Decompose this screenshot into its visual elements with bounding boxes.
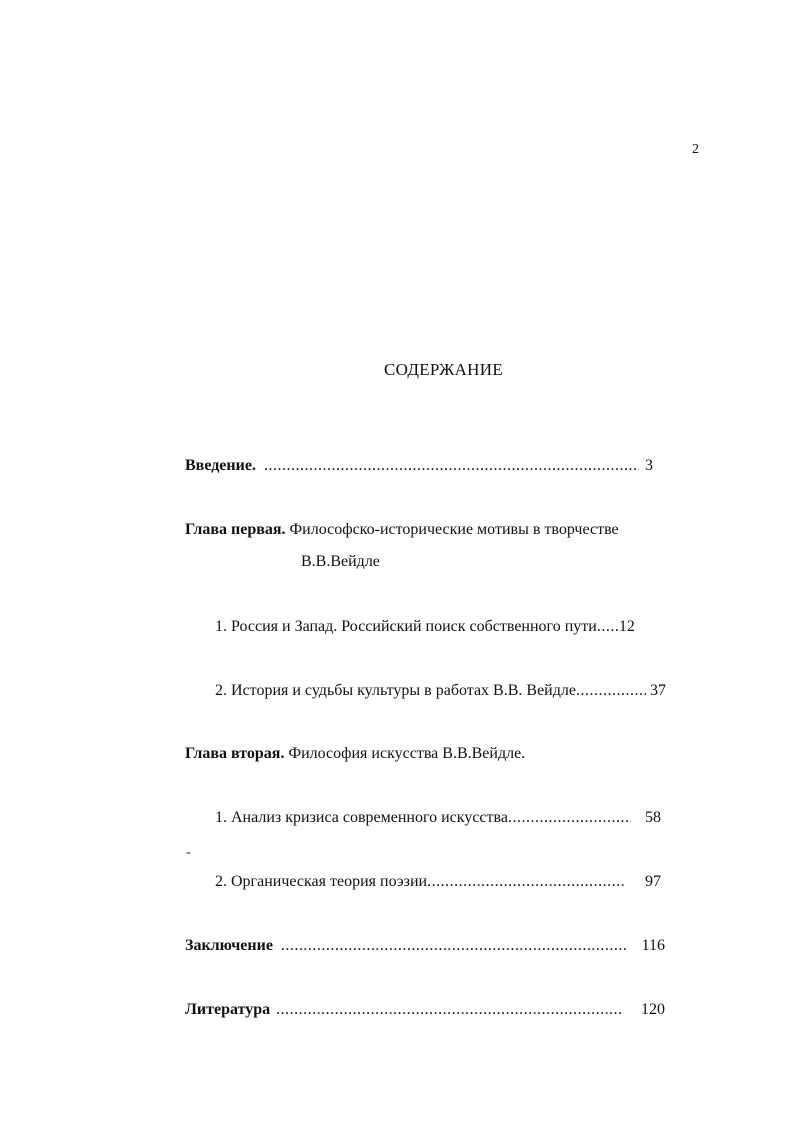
toc-ch2-s2-text: 2. Органическая теория поэзии bbox=[215, 873, 428, 890]
toc-entry-intro bbox=[185, 457, 653, 475]
toc-entry-literature bbox=[185, 1001, 665, 1019]
toc-leader-dots bbox=[427, 873, 625, 891]
toc-conclusion-label: Заключение bbox=[185, 937, 273, 954]
stray-mark: - bbox=[186, 845, 191, 860]
toc-ch2-s1-text: 1. Анализ кризиса современного искусства bbox=[215, 809, 508, 826]
toc-leader-dots bbox=[276, 1001, 621, 1019]
toc-intro-label: Введение. bbox=[185, 457, 256, 474]
toc-chapter1-title-line1: Философско-исторические мотивы в творчестве bbox=[289, 521, 619, 538]
toc-chapter2-title: Философия искусства В.В.Вейдле. bbox=[288, 745, 526, 762]
toc-leader-dots bbox=[508, 809, 631, 827]
toc-leader-dots bbox=[281, 937, 626, 955]
page-number: 2 bbox=[692, 142, 699, 157]
toc-chapter2-label: Глава вторая. bbox=[185, 745, 289, 762]
toc-literature-label: Литература bbox=[185, 1001, 271, 1018]
toc-leader-dots bbox=[576, 682, 646, 700]
toc-ch2-s1-page: 58 bbox=[645, 809, 661, 826]
toc-entry-ch1-s2 bbox=[215, 682, 666, 700]
toc-entry-conclusion bbox=[185, 937, 665, 955]
page-title: СОДЕРЖАНИЕ bbox=[383, 360, 504, 379]
toc-chapter1-title-line2: В.В.Вейдле bbox=[301, 553, 380, 570]
toc-leader-dots bbox=[264, 457, 639, 475]
toc-intro-page: 3 bbox=[645, 457, 653, 474]
toc-ch1-s1-text: 1. Россия и Запад. Российский поиск собственного пути bbox=[215, 618, 597, 635]
toc-entry-ch1-s1 bbox=[215, 618, 665, 636]
toc-entry-chapter1 bbox=[185, 521, 619, 539]
toc-ch2-s2-page: 97 bbox=[645, 873, 661, 890]
toc-ch1-s2-page: 37 bbox=[650, 682, 666, 699]
toc-leader-dots bbox=[597, 618, 619, 636]
toc-literature-page: 120 bbox=[641, 1001, 665, 1018]
toc-entry-ch2-s2 bbox=[215, 873, 661, 891]
toc-chapter1-label: Глава первая. bbox=[185, 521, 290, 538]
toc-ch1-s1-page: 12 bbox=[618, 618, 635, 635]
toc-ch1-s2-text: 2. История и судьбы культуры в работах В.В. Вейдле bbox=[215, 682, 576, 699]
toc-conclusion-page: 116 bbox=[641, 937, 665, 954]
toc-entry-chapter2 bbox=[185, 745, 525, 763]
toc-entry-ch2-s1 bbox=[215, 809, 661, 827]
